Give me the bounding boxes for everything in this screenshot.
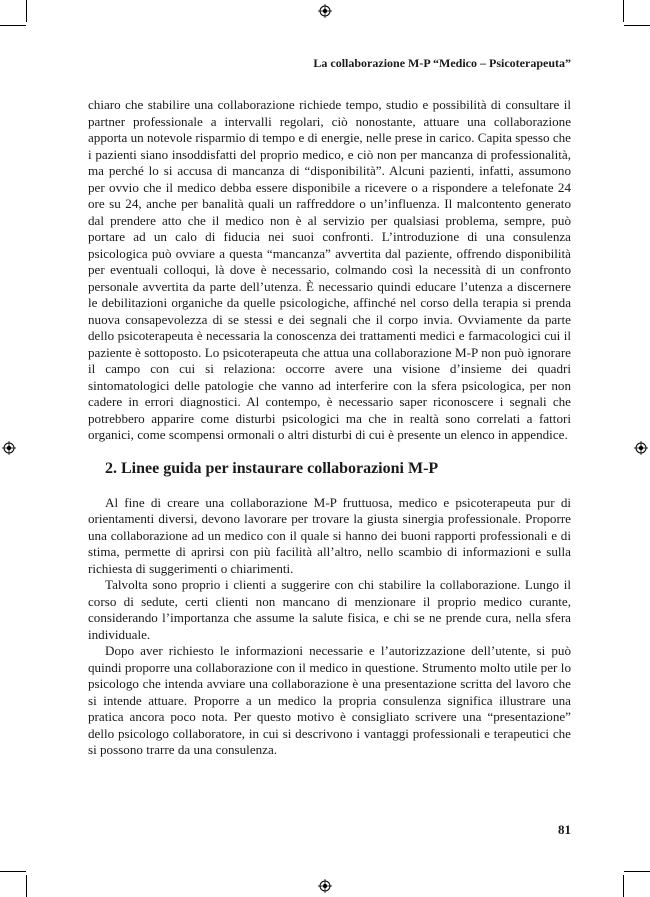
body-paragraph: Dopo aver richiesto le informazioni necessarie e l’autorizzazione dell’utente, si può quindi proporre una collaborazione con il medico in questione. Strumento molto utile per lo psicologo che intenda avviare una collaborazione è una presentazione scritta del lavoro che si intende attuare. Proporre a un medico la propria consulenza significa illustrare una pratica ancora poco nota. Per questo motivo è consigliato scrivere una “presentazione” dello psicologo collaboratore, in cui si descrivono i vantaggi professionali e terapeutici che si possono trarre da una consulenza.	[88, 643, 571, 757]
body-paragraph: Al fine di creare una collaborazione M-P fruttuosa, medico e psicoterapeuta pur di orientamenti diversi, devono lavorare per trovare la giusta sinergia professionale. Proporre una collaborazione ad un medico con il quale si hanno dei buoni rapporti professionali e di stima, permette di aprirsi con più facilità all’altro, nello scambio di informazioni e sulla richiesta di suggerimenti o chiarimenti.	[88, 494, 571, 576]
crop-mark	[624, 871, 650, 872]
registration-mark-icon	[318, 879, 332, 893]
crop-mark	[26, 0, 27, 22]
crop-mark	[623, 875, 624, 897]
registration-mark-icon	[634, 441, 648, 455]
crop-mark	[26, 875, 27, 897]
registration-mark-icon	[318, 4, 332, 18]
crop-mark	[623, 0, 624, 22]
crop-mark	[0, 25, 26, 26]
crop-mark	[0, 871, 26, 872]
page-body	[88, 97, 571, 759]
crop-mark	[624, 25, 650, 26]
section-heading: 2. Linee guida per instaurare collaborazioni M-P	[105, 459, 439, 477]
running-header: La collaborazione M-P “Medico – Psicoterapeuta”	[313, 56, 571, 70]
body-paragraph: Talvolta sono proprio i clienti a suggerire con chi stabilire la collaborazione. Lungo il corso di sedute, certi clienti non mancano di menzionare il proprio medico curante, considerando l’importanza che assume la salute fisica, e chi se ne prende cura, nella sfera individuale.	[88, 577, 571, 642]
page-number: 81	[558, 822, 571, 837]
registration-mark-icon	[2, 441, 16, 455]
body-paragraph: chiaro che stabilire una collaborazione richiede tempo, studio e possibilità di consultare il partner professionale a intervalli regolari, ciò nonostante, attuare una collaborazione apporta un notevole risparmio di tempo e di energie, nelle prese in carico. Capita spesso che i pazienti siano insoddisfatti del proprio medico, e ciò non per mancanza di professionalità, ma perché lo si accusa di mancanza di “disponibilità”. Alcuni pazienti, infatti, assumono per ovvio che il medico debba essere disponibile a ricevere o a rispondere a telefonate 24 ore su 24, anche per banalità quali un raffreddore o un’influenza. Il malcontento generato dal prendere atto che il medico non è al servizio per qualsiasi problema, sempre, può portare ad un calo di fiducia nei suoi confronti. L’introduzione di una consulenza psicologica può ovviare a questa “mancanza” avvertita dal paziente, offrendo disponibilità per eventuali colloqui, là dove è necessario, colmando così la necessità di un confronto personale avvertita da parte dell’utenza. È necessario quindi educare l’utenza a discernere le debilitazioni organiche da quelle psicologiche, affinché nel corso della terapia si prenda nuova consapevolezza di se stessi e dei segnali che il corpo invia. Ovviamente da parte dello psicoterapeuta è necessaria la conoscenza dei trattamenti medici e farmacologici cui il paziente è sottoposto. Lo psicoterapeuta che attua una collaborazione M-P non può ignorare il campo con cui si relaziona: occorre avere una visione d’insieme dei quadri sintomatologici delle patologie che vanno ad interferire con la sfera psicologica, per non cadere in errori diagnostici. Al contempo, è necessario saper riconoscere i segnali che potrebbero apparire come disturbi psicologici ma che in realtà sono correlati a fattori organici, come scompensi ormonali o altri disturbi di cui è presente un elenco in appendice.	[88, 97, 571, 442]
